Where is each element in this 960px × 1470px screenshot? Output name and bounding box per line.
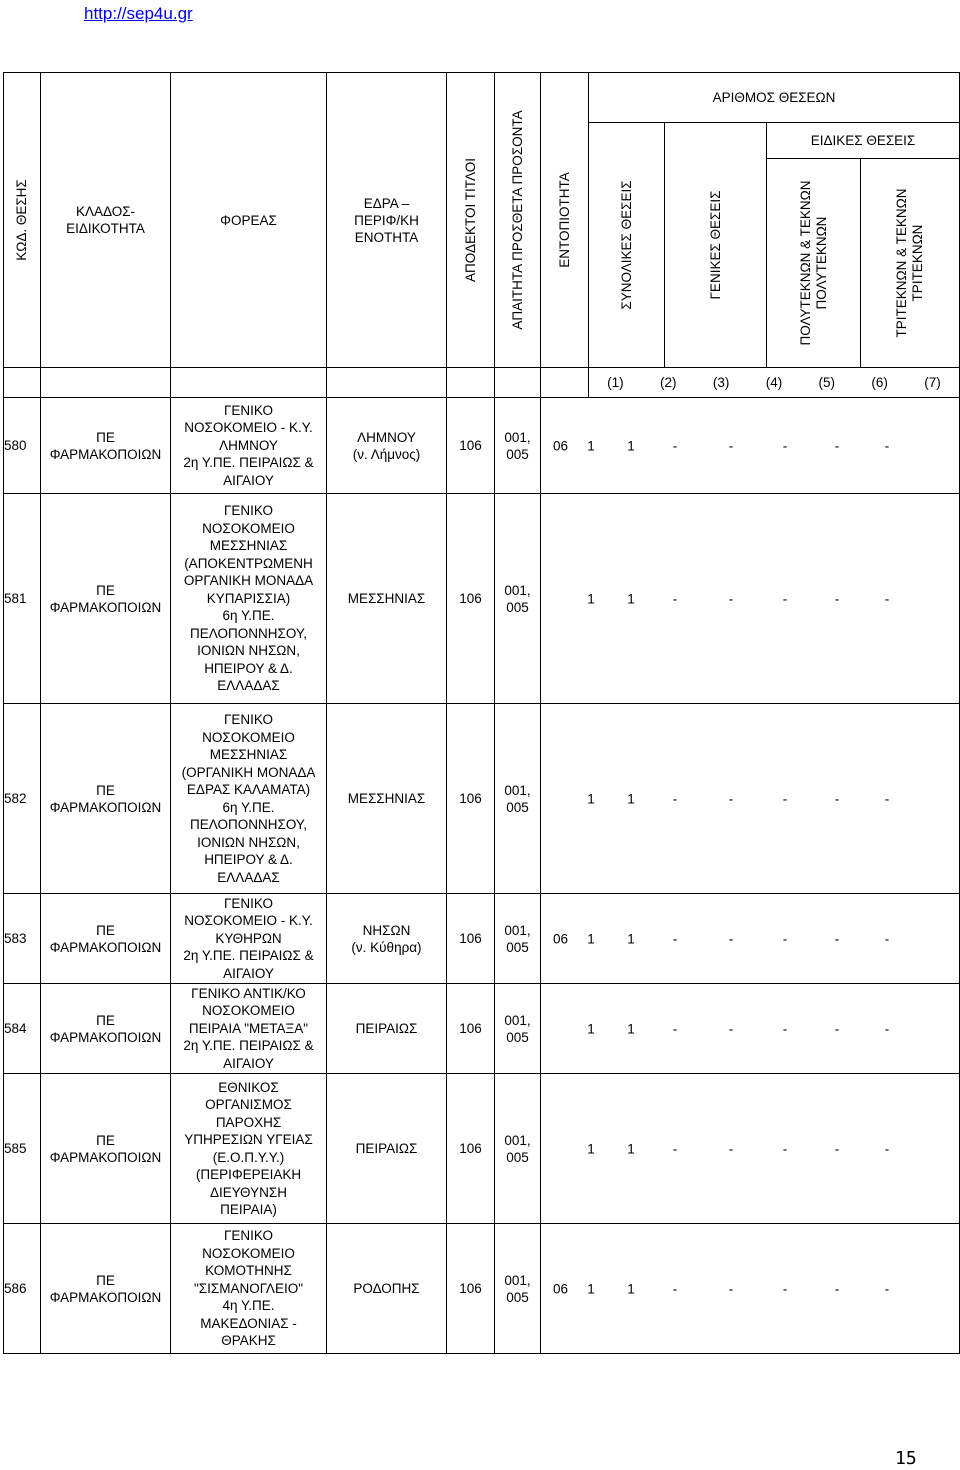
seat-value: 1 — [627, 931, 635, 946]
qualification-cell: 106 — [447, 704, 495, 894]
seats-cell — [541, 398, 960, 494]
seat-value: - — [884, 1281, 890, 1296]
region-cell: ΠΕΙΡΑΙΩΣ — [327, 1074, 447, 1224]
seat-value: 1 — [587, 438, 595, 453]
seats-cell — [541, 704, 960, 894]
seats-cell — [541, 894, 960, 984]
seat-value: 1 — [627, 591, 635, 606]
qualification-cell: 106 — [447, 894, 495, 984]
table-row — [4, 894, 960, 984]
category-cell: ΠΕ ΦΑΡΜΑΚΟΠΟΙΩΝ — [41, 704, 171, 894]
qualification-cell: 106 — [447, 1074, 495, 1224]
agency-cell: ΓΕΝΙΚΟ ΝΟΣΟΚΟΜΕΙΟ ΚΟΜΟΤΗΝΗΣ "ΣΙΣΜΑΝΟΓΛΕΙΟ" 4η Υ.ΠΕ. ΜΑΚΕΔΟΝΙΑΣ - ΘΡΑΚΗΣ — [171, 1224, 327, 1354]
positions-table — [3, 72, 960, 1354]
category-cell: ΠΕ ΦΑΡΜΑΚΟΠΟΙΩΝ — [41, 1074, 171, 1224]
seat-value: - — [672, 591, 678, 606]
header-index-row — [589, 368, 960, 398]
seat-value: - — [884, 1141, 890, 1156]
index-label: (3) — [712, 375, 730, 390]
locality-value: 06 — [553, 438, 569, 453]
qualification-cell: 106 — [447, 984, 495, 1074]
header-extra: ΑΠΑΙΤΗΤΑ ΠΡΟΣΘΕΤΑ ΠΡΟΣΟΝΤΑ — [495, 73, 541, 368]
seat-value: - — [834, 1281, 840, 1296]
seat-value: - — [782, 1281, 788, 1296]
seat-value: 1 — [587, 931, 595, 946]
category-cell: ΠΕ ΦΑΡΜΑΚΟΠΟΙΩΝ — [41, 398, 171, 494]
header-special-group: ΕΙΔΙΚΕΣ ΘΕΣΕΙΣ — [767, 123, 960, 159]
agency-cell: ΕΘΝΙΚΟΣ ΟΡΓΑΝΙΣΜΟΣ ΠΑΡΟΧΗΣ ΥΠΗΡΕΣΙΩΝ ΥΓΕΙΑΣ (Ε.Ο.Π.Υ.Υ.) (ΠΕΡΙΦΕΡΕΙΑΚΗ ΔΙΕΥΘΥΝΣΗ ΠΕΙΡΑΙΑ) — [171, 1074, 327, 1224]
seat-value: 1 — [587, 1141, 595, 1156]
seat-value: - — [782, 791, 788, 806]
seat-value: 1 — [627, 438, 635, 453]
qualification-cell: 106 — [447, 1224, 495, 1354]
seat-value: - — [834, 1021, 840, 1036]
extra-cell: 001, 005 — [495, 704, 541, 894]
category-cell: ΠΕ ΦΑΡΜΑΚΟΠΟΙΩΝ — [41, 984, 171, 1074]
qualification-cell: 106 — [447, 494, 495, 704]
agency-cell: ΓΕΝΙΚΟ ΝΟΣΟΚΟΜΕΙΟ ΜΕΣΣΗΝΙΑΣ (ΟΡΓΑΝΙΚΗ ΜΟΝΑΔΑ ΕΔΡΑΣ ΚΑΛΑΜΑΤΑ) 6η Υ.ΠΕ. ΠΕΛΟΠΟΝΝΗΣΟΥ, ΙΟΝΙΩΝ ΝΗΣΩΝ, ΗΠΕΙΡΟΥ & Δ. ΕΛΛΑΔΑΣ — [171, 704, 327, 894]
seat-value: - — [672, 438, 678, 453]
position-code: 586 — [4, 1224, 41, 1354]
seat-value: 1 — [627, 1281, 635, 1296]
seat-value: - — [672, 1281, 678, 1296]
position-code: 580 — [4, 398, 41, 494]
agency-cell: ΓΕΝΙΚΟ ΝΟΣΟΚΟΜΕΙΟ - Κ.Υ. ΚΥΘΗΡΩΝ 2η Υ.ΠΕ. ΠΕΙΡΑΙΩΣ & ΑΙΓΑΙΟΥ — [171, 894, 327, 984]
seat-value: - — [728, 1141, 734, 1156]
seat-value: - — [672, 791, 678, 806]
seat-value: 1 — [587, 1281, 595, 1296]
agency-cell: ΓΕΝΙΚΟ ΝΟΣΟΚΟΜΕΙΟ ΜΕΣΣΗΝΙΑΣ (ΑΠΟΚΕΝΤΡΩΜΕΝΗ ΟΡΓΑΝΙΚΗ ΜΟΝΑΔΑ ΚΥΠΑΡΙΣΣΙΑ) 6η Υ.ΠΕ. ΠΕΛΟΠΟΝΝΗΣΟΥ, ΙΟΝΙΩΝ ΝΗΣΩΝ, ΗΠΕΙΡΟΥ & Δ. ΕΛΛΑΔΑΣ — [171, 494, 327, 704]
header-region: ΕΔΡΑ – ΠΕΡΙΦ/ΚΗ ΕΝΟΤΗΤΑ — [327, 73, 447, 368]
seat-value: - — [728, 931, 734, 946]
header-agency: ΦΟΡΕΑΣ — [171, 73, 327, 368]
extra-cell: 001, 005 — [495, 894, 541, 984]
seats-cell — [541, 984, 960, 1074]
seat-value: - — [834, 1141, 840, 1156]
index-label: (2) — [660, 375, 677, 390]
index-label: (1) — [607, 375, 624, 390]
seat-value: - — [834, 931, 840, 946]
seat-value: - — [728, 791, 734, 806]
seat-value: - — [884, 438, 890, 453]
seats-cell — [541, 1224, 960, 1354]
page-number: 15 — [895, 1448, 917, 1469]
seat-value: - — [834, 591, 840, 606]
locality-value: 06 — [553, 931, 569, 946]
category-cell: ΠΕ ΦΑΡΜΑΚΟΠΟΙΩΝ — [41, 494, 171, 704]
header-polyteknon: ΠΟΛΥΤΕΚΝΩΝ & ΤΕΚΝΩΝ ΠΟΛΥΤΕΚΝΩΝ — [767, 159, 861, 368]
table-row — [4, 1224, 960, 1354]
extra-cell: 001, 005 — [495, 494, 541, 704]
seat-value: - — [728, 438, 734, 453]
seat-value: - — [782, 1141, 788, 1156]
table-row — [4, 704, 960, 894]
seat-value: 1 — [627, 791, 635, 806]
table-row — [4, 398, 960, 494]
position-code: 584 — [4, 984, 41, 1074]
region-cell: ΠΕΙΡΑΙΩΣ — [327, 984, 447, 1074]
seat-value: - — [884, 931, 890, 946]
header-general: ΓΕΝΙΚΕΣ ΘΕΣΕΙΣ — [665, 123, 767, 368]
seat-value: - — [834, 791, 840, 806]
extra-cell: 001, 005 — [495, 1074, 541, 1224]
index-label: (4) — [765, 375, 783, 390]
extra-cell: 001, 005 — [495, 1224, 541, 1354]
header-category: ΚΛΑΔΟΣ- ΕΙΔΙΚΟΤΗΤΑ — [41, 73, 171, 368]
header-locality: ΕΝΤΟΠΙΟΤΗΤΑ — [541, 73, 589, 368]
category-cell: ΠΕ ΦΑΡΜΑΚΟΠΟΙΩΝ — [41, 1224, 171, 1354]
region-cell: ΜΕΣΣΗΝΙΑΣ — [327, 704, 447, 894]
seat-value: - — [782, 1021, 788, 1036]
region-cell: ΜΕΣΣΗΝΙΑΣ — [327, 494, 447, 704]
category-cell: ΠΕ ΦΑΡΜΑΚΟΠΟΙΩΝ — [41, 894, 171, 984]
seat-value: - — [884, 791, 890, 806]
index-label: (7) — [924, 375, 941, 390]
region-cell: ΝΗΣΩΝ (ν. Κύθηρα) — [327, 894, 447, 984]
seat-value: - — [672, 1141, 678, 1156]
seat-value: - — [834, 438, 840, 453]
seat-value: - — [884, 591, 890, 606]
locality-value: 06 — [553, 1281, 569, 1296]
header-triteknon: ΤΡΙΤΕΚΝΩΝ & ΤΕΚΝΩΝ ΤΡΙΤΕΚΝΩΝ — [861, 159, 960, 368]
seat-value: - — [672, 931, 678, 946]
position-code: 583 — [4, 894, 41, 984]
header-qualifications: ΑΠΟΔΕΚΤΟΙ ΤΙΤΛΟΙ — [447, 73, 495, 368]
seat-value: - — [728, 1021, 734, 1036]
table-row — [4, 984, 960, 1074]
seat-value: - — [672, 1021, 678, 1036]
seats-cell — [541, 494, 960, 704]
extra-cell: 001, 005 — [495, 398, 541, 494]
seat-value: 1 — [627, 1141, 635, 1156]
seat-value: - — [728, 1281, 734, 1296]
seat-value: - — [782, 591, 788, 606]
position-code: 582 — [4, 704, 41, 894]
extra-cell: 001, 005 — [495, 984, 541, 1074]
header-seats-group: ΑΡΙΘΜΟΣ ΘΕΣΕΩΝ — [589, 73, 960, 123]
seats-cell — [541, 1074, 960, 1224]
seat-value: 1 — [587, 791, 595, 806]
seat-value: 1 — [587, 591, 595, 606]
site-link[interactable]: http://sep4u.gr — [84, 4, 193, 23]
region-cell: ΡΟΔΟΠΗΣ — [327, 1224, 447, 1354]
position-code: 585 — [4, 1074, 41, 1224]
seat-value: 1 — [627, 1021, 635, 1036]
index-label: (6) — [871, 375, 888, 390]
table-row — [4, 494, 960, 704]
table-row — [4, 1074, 960, 1224]
position-code: 581 — [4, 494, 41, 704]
qualification-cell: 106 — [447, 398, 495, 494]
header-code: ΚΩΔ. ΘΕΣΗΣ — [4, 73, 41, 368]
index-label: (5) — [818, 375, 836, 390]
agency-cell: ΓΕΝΙΚΟ ΝΟΣΟΚΟΜΕΙΟ - Κ.Υ. ΛΗΜΝΟΥ 2η Υ.ΠΕ. ΠΕΙΡΑΙΩΣ & ΑΙΓΑΙΟΥ — [171, 398, 327, 494]
seat-value: - — [782, 931, 788, 946]
region-cell: ΛΗΜΝΟΥ (ν. Λήμνος) — [327, 398, 447, 494]
agency-cell: ΓΕΝΙΚΟ ΑΝΤΙΚ/ΚΟ ΝΟΣΟΚΟΜΕΙΟ ΠΕΙΡΑΙΑ "ΜΕΤΑΞΑ" 2η Υ.ΠΕ. ΠΕΙΡΑΙΩΣ & ΑΙΓΑΙΟΥ — [171, 984, 327, 1074]
seat-value: - — [884, 1021, 890, 1036]
seat-value: - — [782, 438, 788, 453]
header-total: ΣΥΝΟΛΙΚΕΣ ΘΕΣΕΙΣ — [589, 123, 665, 368]
seat-value: 1 — [587, 1021, 595, 1036]
seat-value: - — [728, 591, 734, 606]
